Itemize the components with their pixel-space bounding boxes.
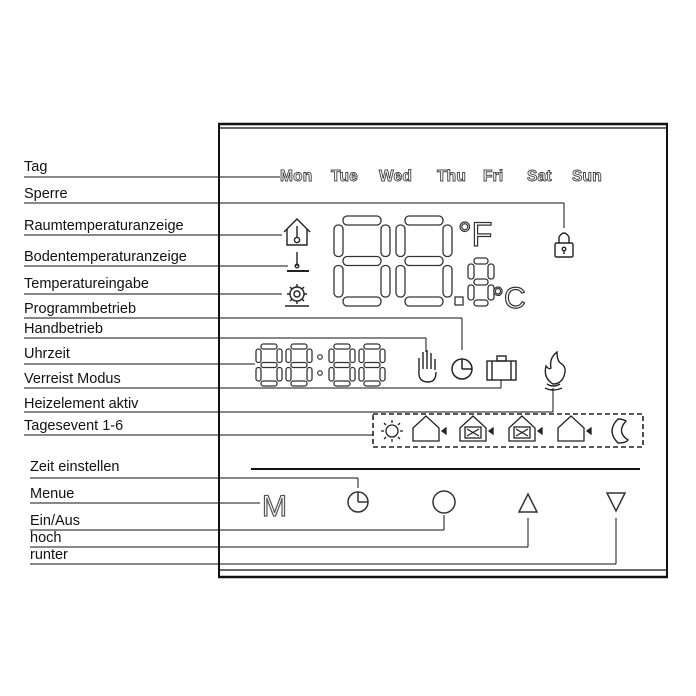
sun-icon	[381, 420, 403, 442]
decimal-point	[455, 297, 463, 305]
suitcase-icon	[487, 356, 516, 380]
label-tag: Tag	[24, 159, 48, 175]
day-tue: Tue	[331, 168, 359, 185]
temperature-digit-2	[396, 216, 452, 306]
gear-icon	[285, 284, 309, 306]
clock-digit-3	[329, 344, 355, 386]
clock-digit-1	[256, 344, 282, 386]
clock-icon	[452, 359, 472, 379]
label-menue: Menue	[30, 486, 75, 502]
padlock-icon	[555, 233, 573, 257]
label-bodentemperatur: Bodentemperaturanzeige	[24, 249, 187, 265]
day-fri: Fri	[483, 168, 504, 185]
label-hoch: hoch	[30, 530, 62, 546]
house-thermometer-icon	[284, 219, 310, 245]
day-sun: Sun	[572, 168, 602, 185]
celsius-symbol: °C	[492, 282, 526, 315]
clock-digit-4	[359, 344, 385, 386]
label-tagesevent: Tagesevent 1-6	[24, 418, 124, 434]
flame-icon	[545, 352, 565, 390]
day-wed: Wed	[379, 168, 413, 185]
day-thu: Thu	[437, 168, 467, 185]
power-button[interactable]	[433, 491, 455, 513]
label-handbetrieb: Handbetrieb	[24, 321, 103, 337]
label-uhrzeit: Uhrzeit	[24, 346, 70, 362]
house-cross-icon	[460, 416, 493, 441]
day-sat: Sat	[527, 168, 552, 185]
label-heizelement: Heizelement aktiv	[24, 396, 139, 412]
floor-thermometer-icon	[287, 252, 309, 271]
label-raumtemperatur: Raumtemperaturanzeige	[24, 218, 184, 234]
temperature-digit-3	[468, 258, 494, 306]
time-set-button[interactable]	[348, 492, 368, 512]
down-button[interactable]	[607, 493, 625, 511]
moon-icon	[612, 419, 628, 443]
label-sperre: Sperre	[24, 186, 68, 202]
day-event-strip	[373, 414, 643, 447]
label-programmbetrieb: Programmbetrieb	[24, 301, 137, 317]
house-arrow-icon	[413, 416, 446, 441]
up-button[interactable]	[519, 494, 537, 512]
day-mon: Mon	[280, 168, 313, 185]
clock-colon	[318, 355, 323, 376]
house-arrow-icon	[558, 416, 591, 441]
label-runter: runter	[30, 547, 68, 563]
menu-button[interactable]: M	[262, 490, 287, 523]
label-ein-aus: Ein/Aus	[30, 513, 80, 529]
label-temperatureingabe: Temperatureingabe	[24, 276, 149, 292]
house-cross-icon	[509, 416, 542, 441]
clock-digits	[256, 344, 385, 386]
hand-icon	[419, 350, 436, 382]
fahrenheit-symbol: °F	[458, 216, 493, 254]
clock-digit-2	[286, 344, 312, 386]
temperature-digit-1	[334, 216, 390, 306]
label-verreist: Verreist Modus	[24, 371, 121, 387]
label-zeit-einstellen: Zeit einstellen	[30, 459, 120, 475]
